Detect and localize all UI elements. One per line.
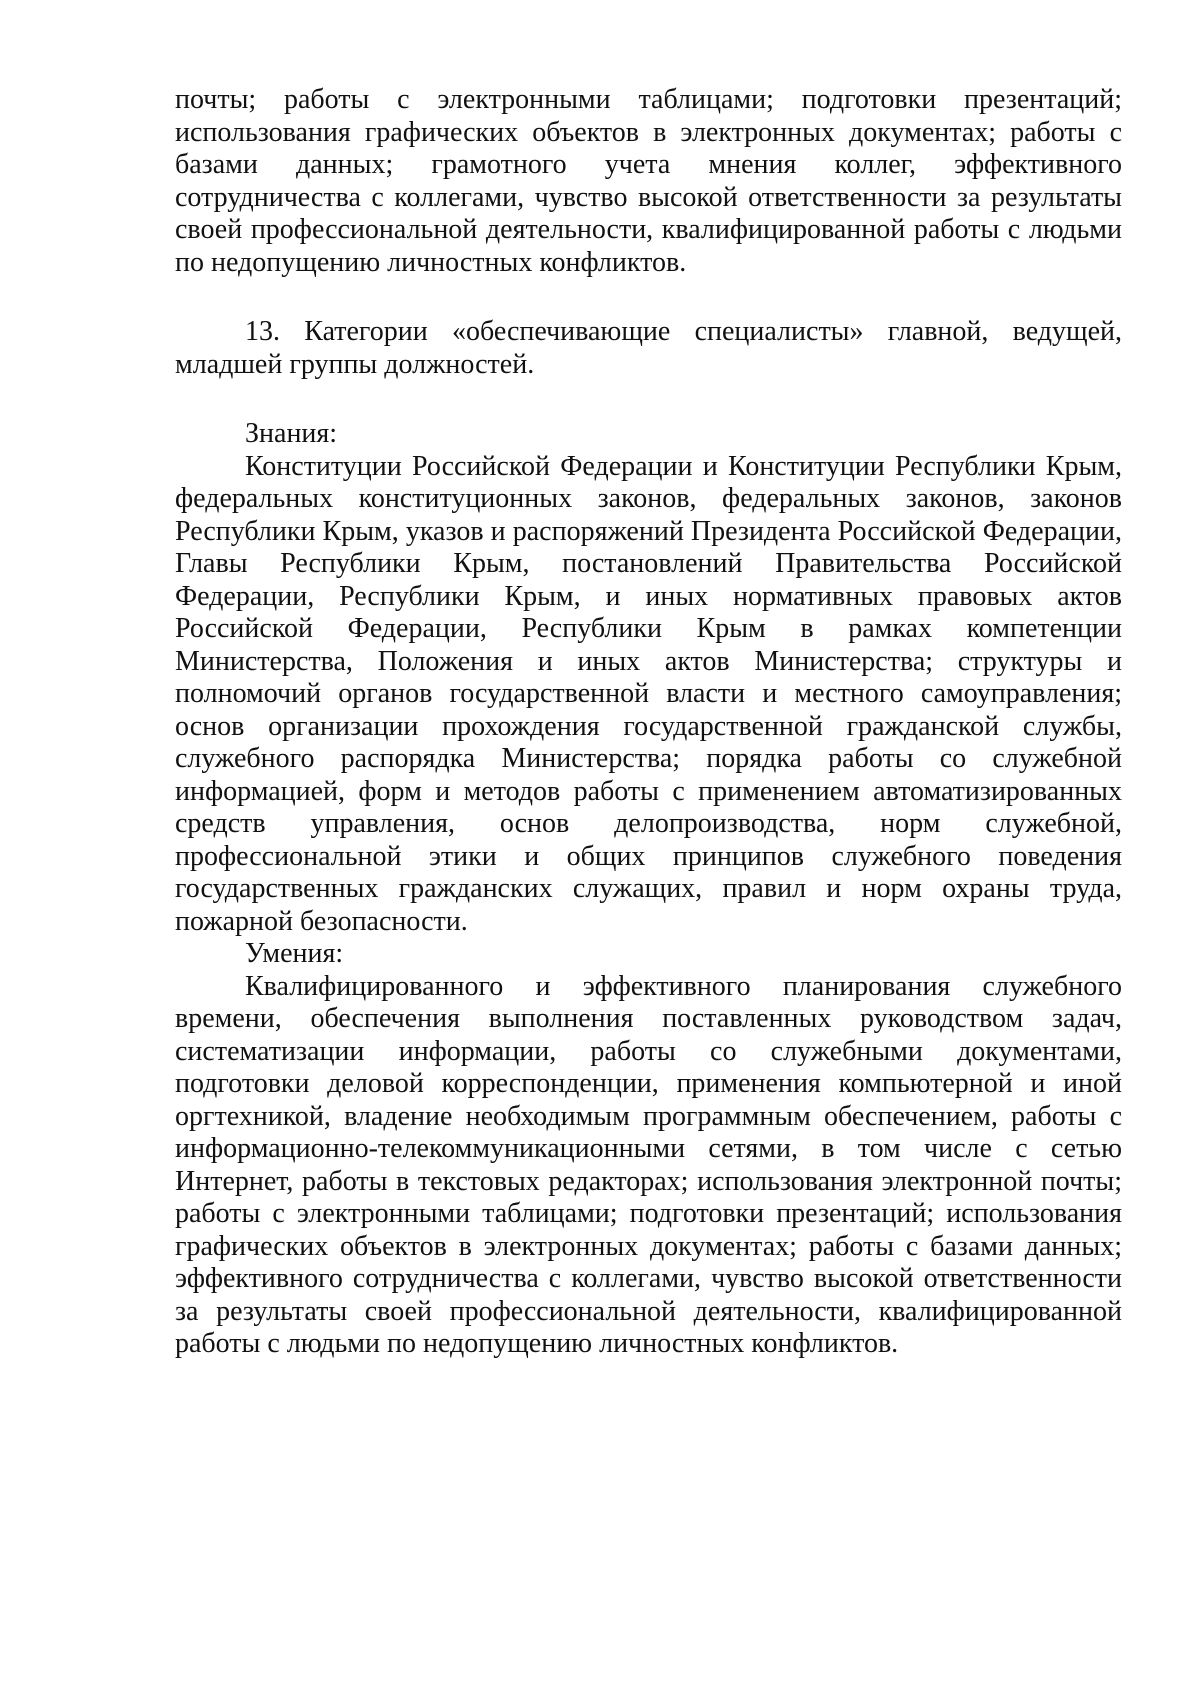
knowledge-paragraph: Конституции Российской Федерации и Конституции Республики Крым, федеральных конституционных законов, федеральных законов, законов Республики Крым, указов и распоряжений Президента Российской Федерации, Главы Республики Крым, постановлений Правительства Российской Федерации, Республики Крым, и иных нормативных правовых актов Российской Федерации, Республики Крым в рамках компетенции Министерства, Положения и иных актов Министерства; структуры и полномочий органов государственной власти и местного самоуправления; основ организации прохождения государственной гражданской службы, служебного распорядка Министерства; порядка работы со служебной информацией, форм и методов работы с применением автоматизированных средств управления, основ делопроизводства, норм служебной, профессиональной этики и общих принципов служебного поведения государственных гражданских служащих, правил и норм охраны труда, пожарной безопасности.	[175, 450, 1122, 937]
continuation-block	[175, 84, 1122, 279]
section-13-heading: 13. Категории «обеспечивающие специалисты» главной, ведущей, младшей группы должностей.	[175, 316, 1122, 380]
section-13-body	[175, 418, 1122, 1361]
knowledge-label: Знания:	[245, 418, 338, 449]
skills-paragraph: Квалифицированного и эффективного планирования служебного времени, обеспечения выполнения поставленных руководством задач, систематизации информации, работы со служебными документами, подготовки деловой корреспонденции, применения компьютерной и иной оргтехникой, владение необходимым программным обеспечением, работы с информационно-телекоммуникационными сетями, в том числе с сетью Интернет, работы в текстовых редакторах; использования электронной почты; работы с электронными таблицами; подготовки презентаций; использования графических объектов в электронных документах; работы с базами данных; эффективного сотрудничества с коллегами, чувство высокой ответственности за результаты своей профессиональной деятельности, квалифицированной работы с людьми по недопущению личностных конфликтов.	[175, 970, 1122, 1359]
skills-label: Умения:	[245, 938, 344, 969]
section-13-heading-block	[175, 316, 1122, 381]
continuation-paragraph: почты; работы с электронными таблицами; подготовки презентаций; использования графических объектов в электронных документах; работы с базами данных; грамотного учета мнения коллег, эффективного сотрудничества с коллегами, чувство высокой ответственности за результаты своей профессиональной деятельности, квалифицированной работы с людьми по недопущению личностных конфликтов.	[175, 84, 1122, 278]
